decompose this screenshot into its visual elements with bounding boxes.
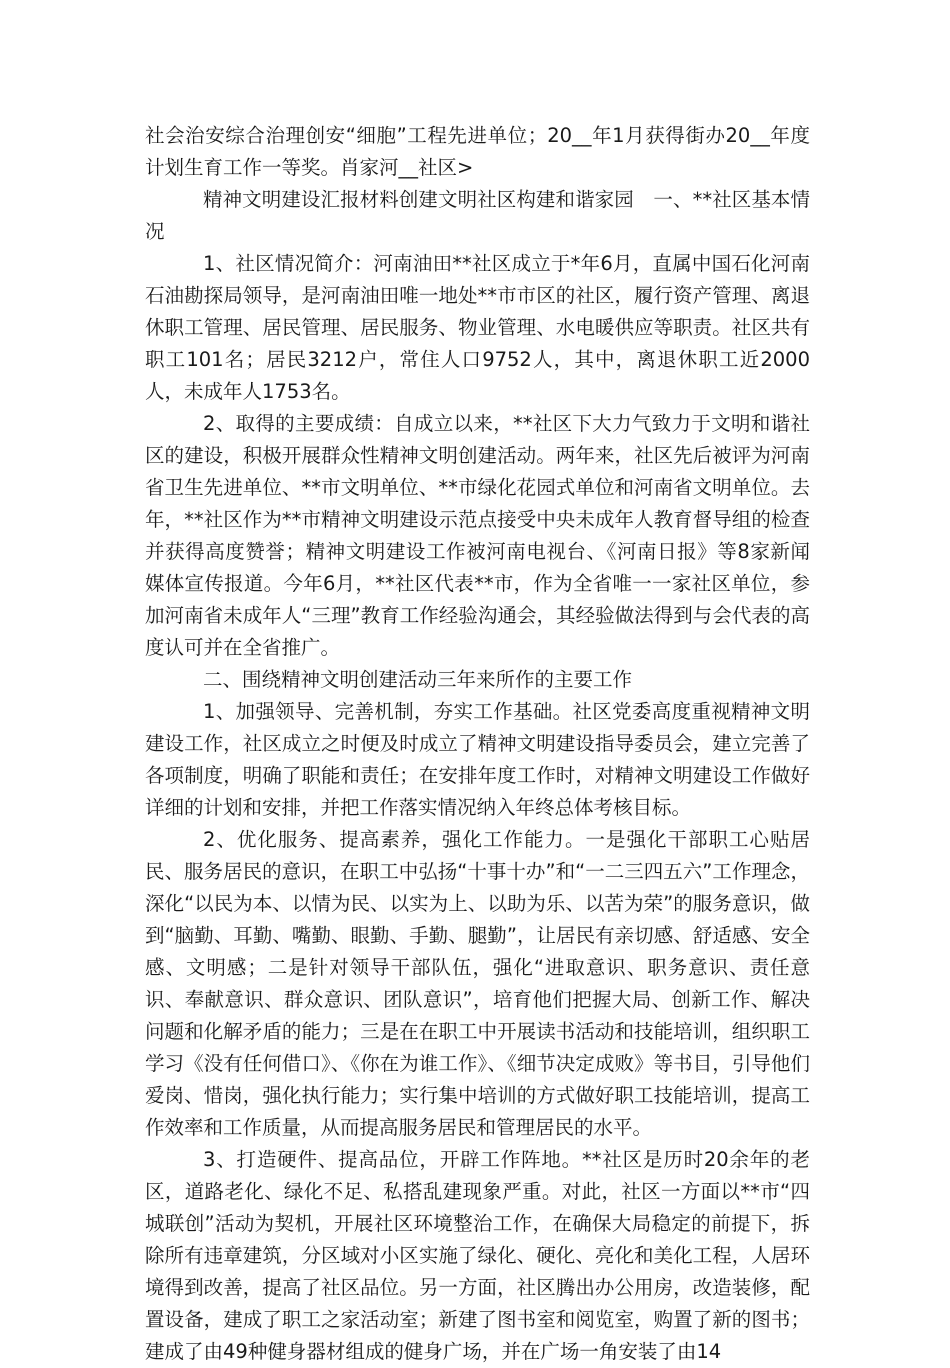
paragraph-achievements: 2、取得的主要成绩：自成立以来，**社区下大力气致力于文明和谐社区的建设，积极开展群众性精神文明创建活动。两年来，社区先后被评为河南省卫生先进单位、**市文明单位、**市绿化花园式单位和河南省文明单位。去年，**社区作为**市精神文明建设示范点接受中央未成年人教育督导组的检查并获得高度赞誉；精神文明建设工作被河南电视台、《河南日报》等8家新闻媒体宣传报道。今年6月，**社区代表**市，作为全省唯一一家社区单位，参加河南省未成年人“三理”教育工作经验沟通会，其经验做法得到与会代表的高度认可并在全省推广。 <box>145 412 810 659</box>
paragraph-community-overview: 1、社区情况简介：河南油田**社区成立于*年6月，直属中国石化河南石油勘探局领导，是河南油田唯一地处**市市区的社区，履行资产管理、离退休职工管理、居民管理、居民服务、物业管理、水电暖供应等职责。社区共有职工101名；居民3212户，常住人口9752人，其中，离退休职工近2000人，未成年人1753名。 <box>145 252 810 403</box>
paragraph-hardware: 3、打造硬件、提高品位，开辟工作阵地。**社区是历时20余年的老区，道路老化、绿化不足、私搭乱建现象严重。对此，社区一方面以**市“四城联创”活动为契机，开展社区环境整治工作，在确保大局稳定的前提下，拆除所有违章建筑，分区域对小区实施了绿化、硬化、亮化和美化工程，人居环境得到改善，提高了社区品位。另一方面，社区腾出办公用房，改造装修，配置设备，建成了职工之家活动室；新建了图书室和阅览室，购置了新的图书；建成了由49种健身器材组成的健身广场，并在广场一角安装了由14 <box>145 1148 810 1363</box>
paragraph-report-title: 精神文明建设汇报材料创建文明社区构建和谐家园 一、**社区基本情况 <box>145 188 810 243</box>
paragraph-service: 2、优化服务、提高素养，强化工作能力。一是强化干部职工心贴居民、服务居民的意识，在职工中弘扬“十事十办”和“一二三四五六”工作理念，深化“以民为本、以情为民、以实为上、以助为乐、以苦为荣”的服务意识，做到“脑勤、耳勤、嘴勤、眼勤、手勤、腿勤”，让居民有亲切感、舒适感、安全感、文明感；二是针对领导干部队伍，强化“进取意识、职务意识、责任意识、奉献意识、群众意识、团队意识”，培育他们把握大局、创新工作、解决问题和化解矛盾的能力；三是在在职工中开展读书活动和技能培训，组织职工学习《没有任何借口》、《你在为谁工作》、《细节决定成败》等书目，引导他们爱岗、惜岗，强化执行能力；实行集中培训的方式做好职工技能培训，提高工作效率和工作质量，从而提高服务居民和管理居民的水平。 <box>145 828 810 1139</box>
paragraph-leadership: 1、加强领导、完善机制，夯实工作基础。社区党委高度重视精神文明建设工作，社区成立之时便及时成立了精神文明建设指导委员会，建立完善了各项制度，明确了职能和责任；在安排年度工作时，对精神文明建设工作做好详细的计划和安排，并把工作落实情况纳入年终总体考核目标。 <box>145 700 810 819</box>
paragraph-continuation: 社会治安综合治理创安“细胞”工程先进单位；20__年1月获得街办20__年度计划生育工作一等奖。肖家河__社区> <box>145 124 810 179</box>
section-heading-main-work: 二、围绕精神文明创建活动三年来所作的主要工作 <box>203 668 633 691</box>
document-body <box>145 120 810 1368</box>
